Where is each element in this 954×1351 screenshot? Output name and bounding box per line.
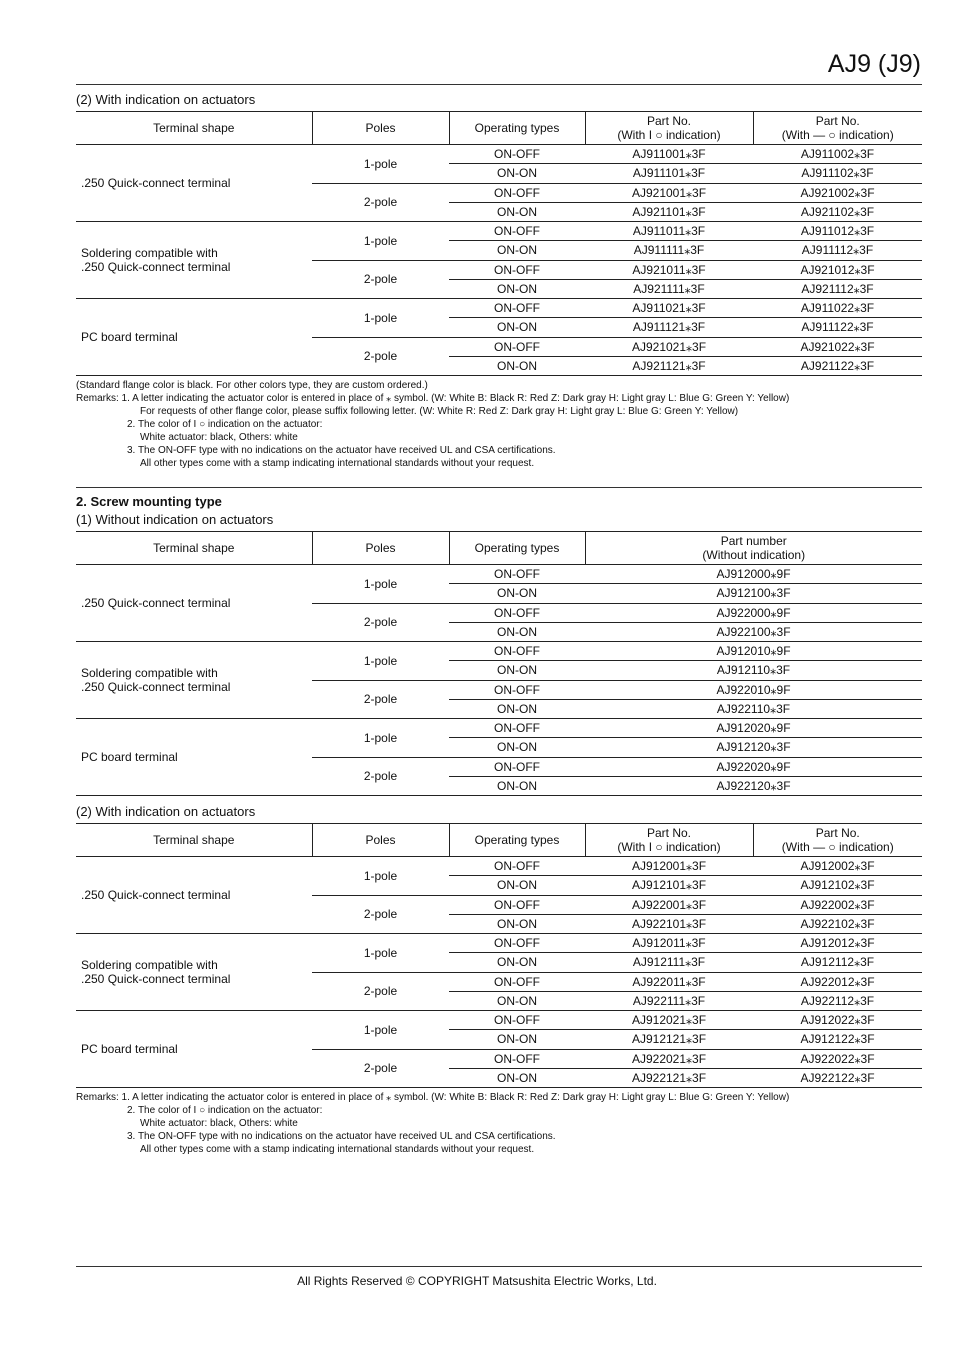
terminal-shape-cell: PC board terminal: [76, 1011, 312, 1088]
table-row: [76, 299, 922, 318]
operating-type-cell: ON-OFF: [449, 299, 585, 318]
page-title: AJ9 (J9): [827, 50, 921, 78]
operating-type-cell: ON-OFF: [449, 680, 585, 699]
part-number-cell: AJ912121⁎3F: [585, 1030, 753, 1049]
table-row: [76, 145, 922, 164]
column-header: Operating types: [449, 532, 585, 565]
part-number-cell: AJ911102⁎3F: [753, 164, 922, 183]
terminal-shape-cell: .250 Quick-connect terminal: [76, 145, 312, 222]
part-number-cell: AJ921102⁎3F: [753, 202, 922, 221]
poles-cell: 1-pole: [312, 565, 449, 604]
operating-type-cell: ON-OFF: [449, 1049, 585, 1068]
terminal-shape-cell: .250 Quick-connect terminal: [76, 565, 312, 642]
part-number-cell: AJ911022⁎3F: [753, 299, 922, 318]
table-row: [76, 565, 922, 584]
footer-rule: [76, 1266, 922, 1267]
table-row: [76, 642, 922, 661]
part-number-cell: AJ911021⁎3F: [585, 299, 753, 318]
part-number-cell: AJ922102⁎3F: [753, 914, 922, 933]
operating-type-cell: ON-ON: [449, 318, 585, 337]
operating-type-cell: ON-OFF: [449, 642, 585, 661]
part-number-cell: AJ922021⁎3F: [585, 1049, 753, 1068]
terminal-shape-cell: .250 Quick-connect terminal: [76, 857, 312, 934]
part-number-cell: AJ912011⁎3F: [585, 934, 753, 953]
operating-type-cell: ON-OFF: [449, 603, 585, 622]
operating-type-cell: ON-ON: [449, 953, 585, 972]
part-number-cell: AJ922001⁎3F: [585, 895, 753, 914]
part-number-cell: AJ921011⁎3F: [585, 260, 753, 279]
operating-type-cell: ON-ON: [449, 738, 585, 757]
column-header: Terminal shape: [76, 532, 312, 565]
part-number-cell: AJ912002⁎3F: [753, 857, 922, 876]
remark-line: 3. The ON-OFF type with no indications on the actuator have received UL and CSA certifications.: [127, 445, 556, 456]
poles-cell: 2-pole: [312, 603, 449, 642]
table-with-indication-2: [76, 823, 922, 1088]
part-number-cell: AJ921012⁎3F: [753, 260, 922, 279]
part-number-cell: AJ922010⁎9F: [585, 680, 922, 699]
terminal-shape-cell: PC board terminal: [76, 299, 312, 376]
part-number-cell: AJ912101⁎3F: [585, 876, 753, 895]
part-number-cell: AJ922101⁎3F: [585, 914, 753, 933]
operating-type-cell: ON-OFF: [449, 857, 585, 876]
column-header: Poles: [312, 532, 449, 565]
column-header: Part No. (With — ○ indication): [753, 824, 922, 857]
column-header: Operating types: [449, 112, 585, 145]
part-number-cell: AJ921121⁎3F: [585, 356, 753, 375]
part-number-cell: AJ911122⁎3F: [753, 318, 922, 337]
poles-cell: 2-pole: [312, 757, 449, 796]
column-header: Terminal shape: [76, 824, 312, 857]
operating-type-cell: ON-ON: [449, 241, 585, 260]
poles-cell: 2-pole: [312, 680, 449, 719]
part-number-cell: AJ911002⁎3F: [753, 145, 922, 164]
poles-cell: 2-pole: [312, 260, 449, 299]
part-number-cell: AJ922110⁎3F: [585, 699, 922, 718]
poles-cell: 1-pole: [312, 145, 449, 184]
operating-type-cell: ON-ON: [449, 1030, 585, 1049]
poles-cell: 1-pole: [312, 642, 449, 681]
part-number-cell: AJ911011⁎3F: [585, 222, 753, 241]
section2-subheading: (1) Without indication on actuators: [76, 512, 274, 527]
table-row: [76, 1011, 922, 1030]
column-header: Part No. (With I ○ indication): [585, 112, 753, 145]
part-number-cell: AJ911012⁎3F: [753, 222, 922, 241]
remark-line: All other types come with a stamp indicating international standards without your request.: [140, 1144, 535, 1155]
remark-line: All other types come with a stamp indicating international standards without your request.: [140, 458, 535, 469]
part-number-cell: AJ922012⁎3F: [753, 972, 922, 991]
operating-type-cell: ON-OFF: [449, 222, 585, 241]
remark-line: For requests of other flange color, please suffix following letter. (W: White R: Red Z: Dark gray H: Light gray L: Blue G: Green Y: Yellow): [140, 406, 739, 417]
part-number-cell: AJ911111⁎3F: [585, 241, 753, 260]
part-number-cell: AJ911121⁎3F: [585, 318, 753, 337]
remark-line: White actuator: black, Others: white: [140, 1118, 298, 1129]
remark-line: (Standard flange color is black. For other colors type, they are custom ordered.): [76, 380, 428, 391]
poles-cell: 2-pole: [312, 1049, 449, 1088]
part-number-cell: AJ912021⁎3F: [585, 1011, 753, 1030]
section1-subheading: (2) With indication on actuators: [76, 92, 256, 107]
poles-cell: 1-pole: [312, 719, 449, 758]
terminal-shape-cell: Soldering compatible with .250 Quick-connect terminal: [76, 934, 312, 1011]
operating-type-cell: ON-ON: [449, 776, 585, 795]
table-row: [76, 934, 922, 953]
poles-cell: 1-pole: [312, 934, 449, 973]
remarks-section3: [76, 1091, 789, 1156]
terminal-shape-cell: Soldering compatible with .250 Quick-connect terminal: [76, 642, 312, 719]
operating-type-cell: ON-ON: [449, 164, 585, 183]
remark-line: Remarks: 1. A letter indicating the actuator color is entered in place of ⁎ symbol. (W: White B: Black R: Red Z: Dark gray H: Light gray L: Blue G: Green Y: Yellow): [76, 1092, 790, 1103]
table-row: [76, 222, 922, 241]
poles-cell: 1-pole: [312, 1011, 449, 1050]
part-number-cell: AJ911101⁎3F: [585, 164, 753, 183]
remark-line: 2. The color of I ○ indication on the actuator:: [127, 419, 323, 430]
terminal-shape-cell: Soldering compatible with .250 Quick-connect terminal: [76, 222, 312, 299]
part-number-cell: AJ912112⁎3F: [753, 953, 922, 972]
operating-type-cell: ON-OFF: [449, 1011, 585, 1030]
operating-type-cell: ON-ON: [449, 914, 585, 933]
poles-cell: 1-pole: [312, 222, 449, 261]
part-number-cell: AJ922111⁎3F: [585, 991, 753, 1010]
top-rule: [76, 84, 922, 85]
table-without-indication: [76, 531, 922, 796]
operating-type-cell: ON-ON: [449, 356, 585, 375]
part-number-cell: AJ912010⁎9F: [585, 642, 922, 661]
operating-type-cell: ON-OFF: [449, 260, 585, 279]
column-header: Part No. (With I ○ indication): [585, 824, 753, 857]
operating-type-cell: ON-OFF: [449, 183, 585, 202]
remark-line: White actuator: black, Others: white: [140, 432, 298, 443]
part-number-cell: AJ922020⁎9F: [585, 757, 922, 776]
part-number-cell: AJ912110⁎3F: [585, 661, 922, 680]
poles-cell: 2-pole: [312, 972, 449, 1011]
part-number-cell: AJ922022⁎3F: [753, 1049, 922, 1068]
part-number-cell: AJ922121⁎3F: [585, 1068, 753, 1087]
operating-type-cell: ON-OFF: [449, 337, 585, 356]
part-number-cell: AJ912001⁎3F: [585, 857, 753, 876]
column-header: Part number (Without indication): [585, 532, 922, 565]
operating-type-cell: ON-OFF: [449, 934, 585, 953]
operating-type-cell: ON-OFF: [449, 719, 585, 738]
part-number-cell: AJ921122⁎3F: [753, 356, 922, 375]
footer-copyright: All Rights Reserved © COPYRIGHT Matsushita Electric Works, Ltd.: [297, 1274, 657, 1288]
operating-type-cell: ON-ON: [449, 1068, 585, 1087]
column-header: Poles: [312, 112, 449, 145]
column-header: Operating types: [449, 824, 585, 857]
section2-heading: 2. Screw mounting type: [76, 494, 222, 509]
part-number-cell: AJ921112⁎3F: [753, 279, 922, 298]
part-number-cell: AJ912122⁎3F: [753, 1030, 922, 1049]
poles-cell: 1-pole: [312, 857, 449, 896]
part-number-cell: AJ921101⁎3F: [585, 202, 753, 221]
part-number-cell: AJ922002⁎3F: [753, 895, 922, 914]
poles-cell: 2-pole: [312, 183, 449, 222]
part-number-cell: AJ912000⁎9F: [585, 565, 922, 584]
column-header: Terminal shape: [76, 112, 312, 145]
part-number-cell: AJ922122⁎3F: [753, 1068, 922, 1087]
part-number-cell: AJ912111⁎3F: [585, 953, 753, 972]
part-number-cell: AJ922000⁎9F: [585, 603, 922, 622]
part-number-cell: AJ911001⁎3F: [585, 145, 753, 164]
remark-line: 3. The ON-OFF type with no indications on the actuator have received UL and CSA certifications.: [127, 1131, 556, 1142]
part-number-cell: AJ921002⁎3F: [753, 183, 922, 202]
part-number-cell: AJ922120⁎3F: [585, 776, 922, 795]
remark-line: 2. The color of I ○ indication on the actuator:: [127, 1105, 323, 1116]
poles-cell: 2-pole: [312, 895, 449, 934]
operating-type-cell: ON-OFF: [449, 145, 585, 164]
operating-type-cell: ON-OFF: [449, 972, 585, 991]
part-number-cell: AJ922011⁎3F: [585, 972, 753, 991]
operating-type-cell: ON-ON: [449, 991, 585, 1010]
part-number-cell: AJ921001⁎3F: [585, 183, 753, 202]
part-number-cell: AJ921111⁎3F: [585, 279, 753, 298]
section-rule: [76, 487, 922, 488]
part-number-cell: AJ912120⁎3F: [585, 738, 922, 757]
table-row: [76, 857, 922, 876]
poles-cell: 1-pole: [312, 299, 449, 338]
operating-type-cell: ON-ON: [449, 661, 585, 680]
part-number-cell: AJ912100⁎3F: [585, 584, 922, 603]
section3-subheading: (2) With indication on actuators: [76, 804, 256, 819]
part-number-cell: AJ921021⁎3F: [585, 337, 753, 356]
part-number-cell: AJ912012⁎3F: [753, 934, 922, 953]
part-number-cell: AJ921022⁎3F: [753, 337, 922, 356]
operating-type-cell: ON-ON: [449, 622, 585, 641]
remark-line: Remarks: 1. A letter indicating the actuator color is entered in place of ⁎ symbol. (W: White B: Black R: Red Z: Dark gray H: Light gray L: Blue G: Green Y: Yellow): [76, 393, 790, 404]
operating-type-cell: ON-OFF: [449, 565, 585, 584]
operating-type-cell: ON-OFF: [449, 895, 585, 914]
operating-type-cell: ON-ON: [449, 584, 585, 603]
operating-type-cell: ON-OFF: [449, 757, 585, 776]
column-header: Poles: [312, 824, 449, 857]
table-with-indication-1: [76, 111, 922, 376]
part-number-cell: AJ912102⁎3F: [753, 876, 922, 895]
part-number-cell: AJ911112⁎3F: [753, 241, 922, 260]
poles-cell: 2-pole: [312, 337, 449, 376]
part-number-cell: AJ922100⁎3F: [585, 622, 922, 641]
part-number-cell: AJ912022⁎3F: [753, 1011, 922, 1030]
operating-type-cell: ON-ON: [449, 876, 585, 895]
operating-type-cell: ON-ON: [449, 699, 585, 718]
part-number-cell: AJ912020⁎9F: [585, 719, 922, 738]
terminal-shape-cell: PC board terminal: [76, 719, 312, 796]
table-row: [76, 719, 922, 738]
operating-type-cell: ON-ON: [449, 202, 585, 221]
remarks-section1: [76, 379, 789, 470]
part-number-cell: AJ922112⁎3F: [753, 991, 922, 1010]
column-header: Part No. (With — ○ indication): [753, 112, 922, 145]
operating-type-cell: ON-ON: [449, 279, 585, 298]
